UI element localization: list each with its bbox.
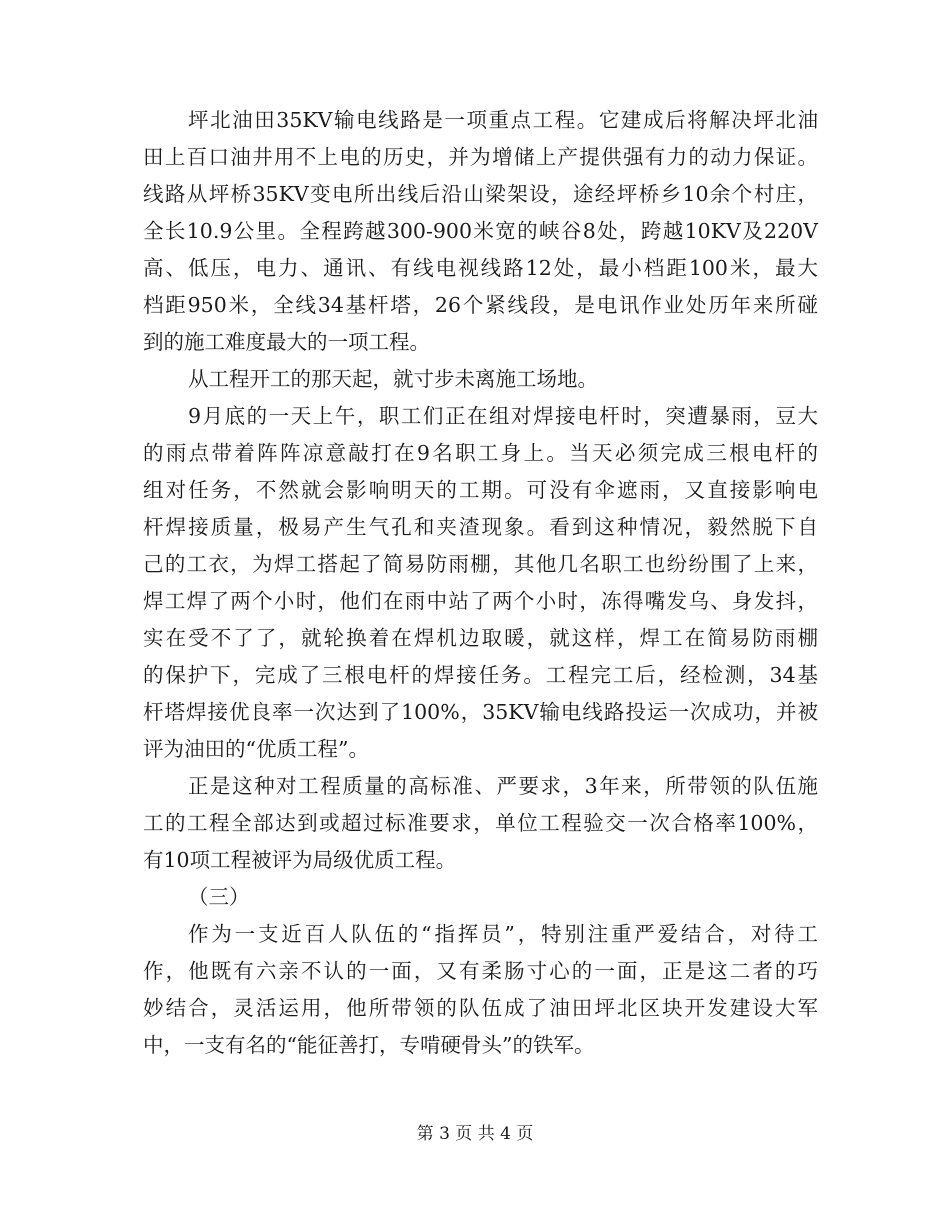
paragraph-2-line-1: 从工程开工的那天起，就寸步未离施工场地。 xyxy=(188,367,598,391)
paragraph-1-line-4: 全长10.9公里。全程跨越300-900米宽的峡谷8处，跨越10KV及220V xyxy=(143,219,818,243)
page-number-footer: 第 3 页 共 4 页 xyxy=(416,1124,534,1144)
paragraph-5-line-1: 作为一支近百人队伍的“指挥员”，特别注重严爱结合，对待工 xyxy=(188,922,818,946)
document-body xyxy=(143,102,818,1064)
paragraph-3-line-10: 评为油田的“优质工程”。 xyxy=(143,737,369,761)
paragraph-3-line-3: 组对任务，不然就会影响明天的工期。可没有伞遮雨，又直接影响电 xyxy=(143,478,818,502)
paragraph-3-line-7: 实在受不了了，就轮换着在焊机边取暖，就这样，焊工在简易防雨棚 xyxy=(143,626,818,650)
paragraph-4-line-2: 工的工程全部达到或超过标准要求，单位工程验交一次合格率100%， xyxy=(143,811,818,835)
paragraph-3-line-9: 杆塔焊接优良率一次达到了100%，35KV输电线路投运一次成功，并被 xyxy=(143,700,818,724)
paragraph-1-line-7: 到的施工难度最大的一项工程。 xyxy=(143,330,430,354)
paragraph-5-line-4: 中，一支有名的“能征善打，专啃硬骨头”的铁军。 xyxy=(143,1033,595,1057)
paragraph-1-line-2: 田上百口油井用不上电的历史，并为增储上产提供强有力的动力保证。 xyxy=(143,145,818,169)
paragraph-3-line-1: 9月底的一天上午，职工们正在组对焊接电杆时，突遭暴雨，豆大 xyxy=(188,404,818,428)
section-heading: （三） xyxy=(188,885,250,909)
paragraph-3-line-2: 的雨点带着阵阵凉意敲打在9名职工身上。当天必须完成三根电杆的 xyxy=(143,441,818,465)
paragraph-5-line-3: 妙结合，灵活运用，他所带领的队伍成了油田坪北区块开发建设大军 xyxy=(143,996,818,1020)
paragraph-3-line-6: 焊工焊了两个小时，他们在雨中站了两个小时，冻得嘴发乌、身发抖， xyxy=(143,589,818,613)
paragraph-3-line-5: 己的工衣，为焊工搭起了简易防雨棚，其他几名职工也纷纷围了上来， xyxy=(143,552,818,576)
paragraph-5-line-2: 作，他既有六亲不认的一面，又有柔肠寸心的一面，正是这二者的巧 xyxy=(143,959,818,983)
paragraph-3-line-4: 杆焊接质量，极易产生气孔和夹渣现象。看到这种情况，毅然脱下自 xyxy=(143,515,818,539)
paragraph-4-line-3: 有10项工程被评为局级优质工程。 xyxy=(143,848,457,872)
paragraph-1-line-1: 坪北油田35KV输电线路是一项重点工程。它建成后将解决坪北油 xyxy=(188,108,818,132)
paragraph-1-line-3: 线路从坪桥35KV变电所出线后沿山梁架设，途经坪桥乡10余个村庄， xyxy=(143,182,818,206)
paragraph-3-line-8: 的保护下，完成了三根电杆的焊接任务。工程完工后，经检测，34基 xyxy=(143,663,818,687)
paragraph-1-line-6: 档距950米，全线34基杆塔，26个紧线段，是电讯作业处历年来所碰 xyxy=(143,293,818,317)
paragraph-4-line-1: 正是这种对工程质量的高标准、严要求，3年来，所带领的队伍施 xyxy=(188,774,818,798)
paragraph-1-line-5: 高、低压，电力、通讯、有线电视线路12处，最小档距100米，最大 xyxy=(143,256,818,280)
